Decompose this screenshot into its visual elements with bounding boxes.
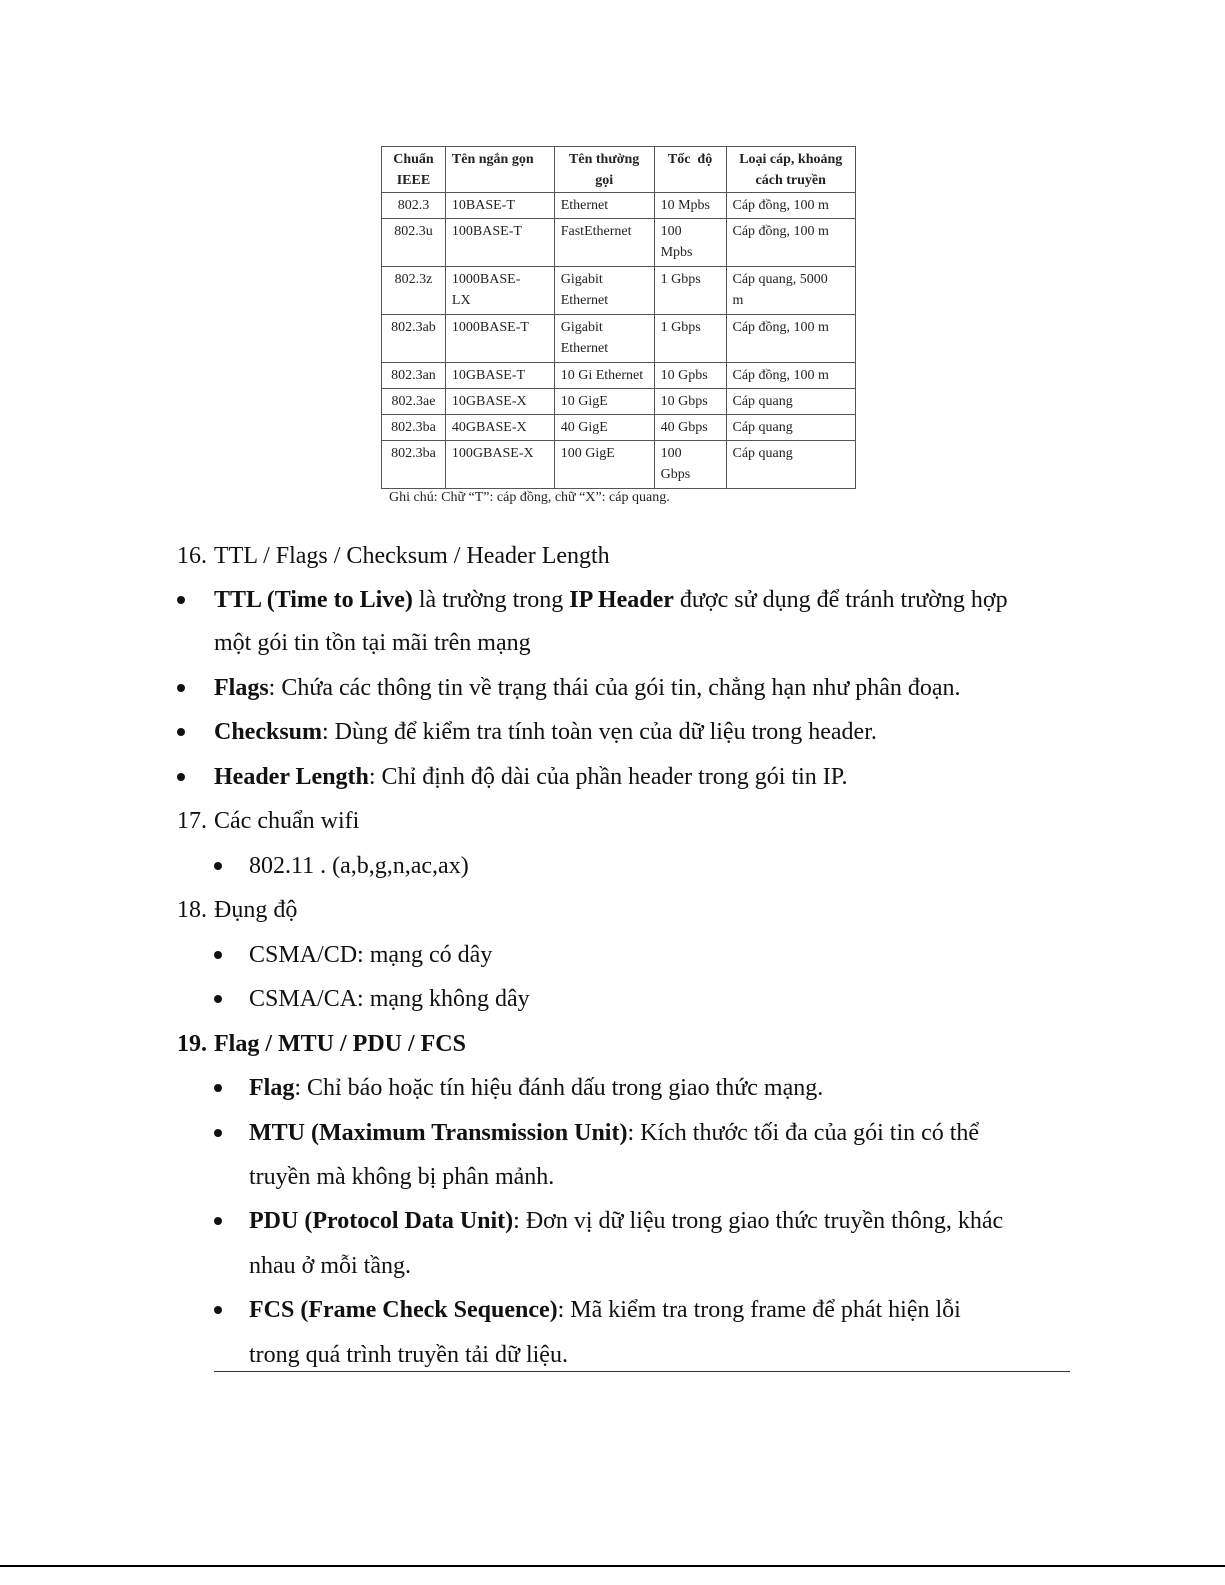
list-item-wifi: 802.11 . (a,b,g,n,ac,ax) (249, 853, 469, 879)
table-cell: 100GBASE-X (445, 441, 554, 489)
table-cell: Cáp quang (726, 389, 856, 415)
section-title: Đụng độ (214, 897, 298, 923)
list-item-csma-ca: CSMA/CA: mạng không dây (249, 986, 530, 1012)
bullet-icon (214, 995, 222, 1003)
ieee-standards-table (381, 146, 856, 489)
table-cell: Cáp quang (726, 441, 856, 489)
table-cell: 10 Gbps (654, 389, 726, 415)
term-header-length: Header Length (214, 764, 369, 790)
table-cell: 802.3z (382, 267, 446, 315)
table-cell: 802.3an (382, 363, 446, 389)
section-number: 17. (177, 808, 207, 834)
term-checksum: Checksum (214, 719, 323, 745)
bullet-icon (214, 862, 222, 870)
list-item-mtu-cont: truyền mà không bị phân mảnh. (249, 1164, 555, 1190)
list-item-fcs (249, 1295, 961, 1325)
table-cell: 10BASE-T (445, 193, 554, 219)
term-ttl: TTL (Time to Live) (214, 587, 413, 613)
table-cell: Cáp đồng, 100 m (726, 315, 856, 363)
table-header-row (382, 147, 856, 193)
table-cell: 802.3ba (382, 415, 446, 441)
item-text: : Kích thước tối đa của gói tin có thể (627, 1120, 980, 1146)
table-note: Ghi chú: Chữ “T”: cáp đồng, chữ “X”: cáp quang. (389, 490, 670, 505)
end-rule (214, 1371, 1070, 1372)
item-text: : Dùng để kiểm tra tính toàn vẹn của dữ liệu trong header. (322, 719, 877, 745)
bullet-icon (177, 596, 185, 604)
bullet-icon (214, 1217, 222, 1225)
list-item-ttl (214, 585, 1008, 615)
table-cell: 10 GigE (554, 389, 654, 415)
table-cell: Cáp đồng, 100 m (726, 363, 856, 389)
table-cell: 10 Mpbs (654, 193, 726, 219)
item-text: : Mã kiểm tra trong frame để phát hiện lỗi (557, 1297, 961, 1323)
table-cell: 100 GigE (554, 441, 654, 489)
table-header-cell: Chuẩn IEEE (382, 147, 446, 193)
table-cell: Ethernet (554, 193, 654, 219)
term-flags: Flags (214, 675, 269, 701)
table-cell: Cáp đồng, 100 m (726, 219, 856, 267)
list-item-fcs-cont: trong quá trình truyền tải dữ liệu. (249, 1342, 568, 1368)
table-row (382, 363, 856, 389)
item-text: : Chứa các thông tin về trạng thái của gói tin, chẳng hạn như phân đoạn. (268, 675, 961, 701)
table-cell: FastEthernet (554, 219, 654, 267)
table-row (382, 441, 856, 489)
list-item-pdu-cont: nhau ở mỗi tầng. (249, 1253, 411, 1279)
list-item-ttl-cont: một gói tin tồn tại mãi trên mạng (214, 630, 531, 656)
table-cell: 802.3ae (382, 389, 446, 415)
table-cell: 1000BASE- LX (445, 267, 554, 315)
section-number: 16. (177, 543, 207, 569)
section-number: 18. (177, 897, 207, 923)
table-row (382, 219, 856, 267)
table-header-cell: Tốc độ (654, 147, 726, 193)
table-cell: 1000BASE-T (445, 315, 554, 363)
item-text: là trường trong (412, 587, 570, 613)
table-cell: 40 Gbps (654, 415, 726, 441)
term-fcs: FCS (Frame Check Sequence) (249, 1297, 558, 1323)
page-edge-divider (0, 1565, 1225, 1567)
item-text: : Chỉ định độ dài của phần header trong gói tin IP. (368, 764, 848, 790)
table-row (382, 315, 856, 363)
table-cell: 802.3ab (382, 315, 446, 363)
list-item-csma-cd: CSMA/CD: mạng có dây (249, 942, 493, 968)
bullet-icon (214, 1084, 222, 1092)
table-cell: Cáp quang, 5000 m (726, 267, 856, 315)
table-cell: 1 Gbps (654, 315, 726, 363)
table-header-cell: Tên thường gọi (554, 147, 654, 193)
table-cell: 802.3ba (382, 441, 446, 489)
bullet-icon (177, 728, 185, 736)
list-item-flags (214, 673, 961, 703)
item-text: được sử dụng để tránh trường hợp (673, 587, 1008, 613)
term-mtu: MTU (Maximum Transmission Unit) (249, 1120, 628, 1146)
bullet-icon (177, 684, 185, 692)
table-cell: 802.3u (382, 219, 446, 267)
table-row (382, 415, 856, 441)
bullet-icon (214, 1306, 222, 1314)
table-cell: 10 Gi Ethernet (554, 363, 654, 389)
table-cell: 40GBASE-X (445, 415, 554, 441)
term-pdu: PDU (Protocol Data Unit) (249, 1208, 514, 1234)
table-cell: 802.3 (382, 193, 446, 219)
table-cell: 1 Gbps (654, 267, 726, 315)
table-row (382, 389, 856, 415)
table-cell: Gigabit Ethernet (554, 315, 654, 363)
list-item-flag (249, 1073, 823, 1103)
table-cell: 10GBASE-T (445, 363, 554, 389)
bullet-icon (214, 951, 222, 959)
list-item-checksum (214, 717, 877, 747)
table-cell: 100 Mpbs (654, 219, 726, 267)
section-number: 19. (177, 1031, 207, 1057)
table-header-cell: Tên ngắn gọn (445, 147, 554, 193)
table-cell: 10 Gpbs (654, 363, 726, 389)
list-item-mtu (249, 1118, 979, 1148)
table-row (382, 267, 856, 315)
item-text: : Chỉ báo hoặc tín hiệu đánh dấu trong giao thức mạng. (294, 1075, 824, 1101)
table-cell: 10GBASE-X (445, 389, 554, 415)
list-item-pdu (249, 1206, 1003, 1236)
bullet-icon (177, 773, 185, 781)
item-text: : Đơn vị dữ liệu trong giao thức truyền thông, khác (513, 1208, 1004, 1234)
table-cell: Gigabit Ethernet (554, 267, 654, 315)
section-title: TTL / Flags / Checksum / Header Length (214, 543, 610, 569)
section-title: Các chuẩn wifi (214, 808, 360, 834)
bullet-icon (214, 1129, 222, 1137)
section-title: Flag / MTU / PDU / FCS (214, 1031, 466, 1057)
table-cell: Cáp quang (726, 415, 856, 441)
table-header-cell: Loại cáp, khoảng cách truyền (726, 147, 856, 193)
table-row (382, 193, 856, 219)
table-cell: 100BASE-T (445, 219, 554, 267)
table-cell: 40 GigE (554, 415, 654, 441)
term-flag: Flag (249, 1075, 295, 1101)
term-ip-header: IP Header (569, 587, 674, 613)
table-cell: 100 Gbps (654, 441, 726, 489)
list-item-header-length (214, 762, 847, 792)
table-cell: Cáp đồng, 100 m (726, 193, 856, 219)
